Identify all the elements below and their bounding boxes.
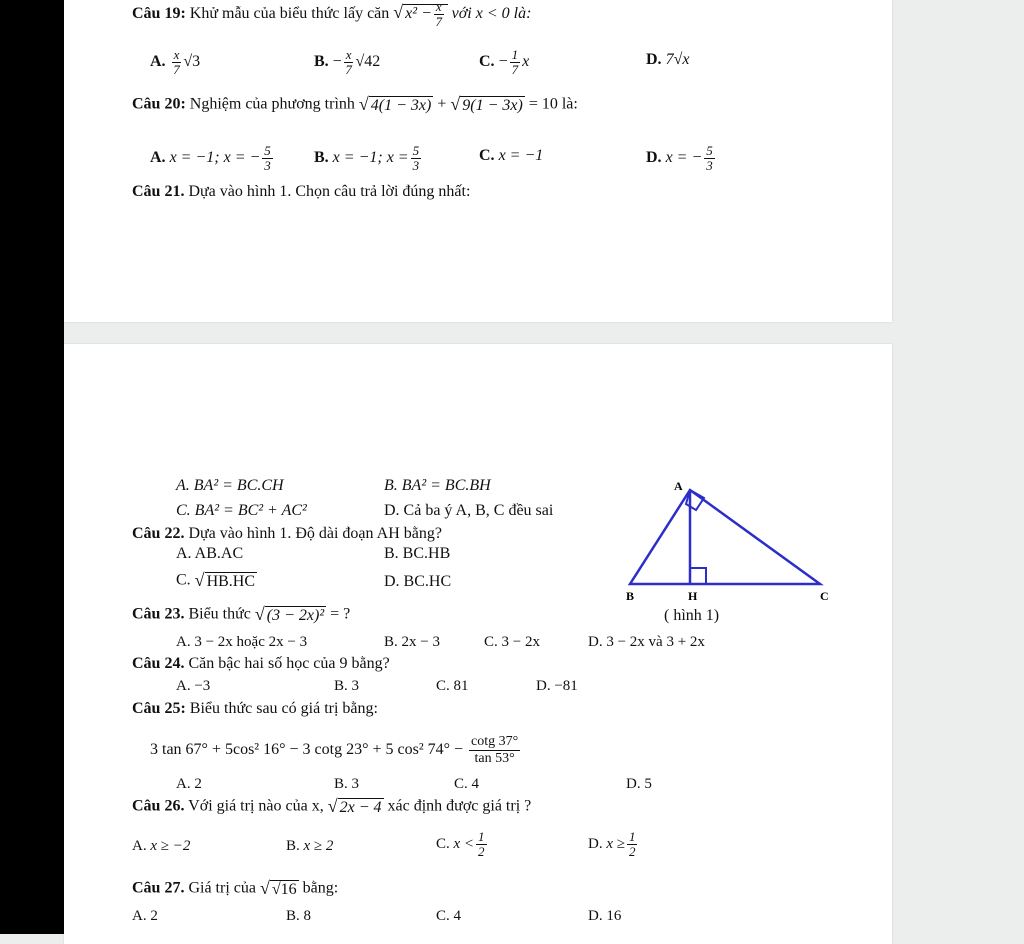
q19-b-post: √42 <box>355 53 381 71</box>
q26-line: Câu 26. Với giá trị nào của x, √ 2x − 4 xác định được giá trị ? <box>132 796 532 816</box>
q24-option-c: C. 81 <box>436 678 469 694</box>
q26-a-label: A. <box>132 838 147 854</box>
q19-title: Câu 19: <box>132 5 186 23</box>
q27-option-b: B. 8 <box>286 908 312 924</box>
right-angle-h <box>690 568 706 584</box>
q20-line <box>132 94 578 116</box>
q23-option-d: D. 3 − 2x và 3 + 2x <box>588 634 705 650</box>
right-angle-a <box>686 490 704 510</box>
q22-option-c: C. √ HB.HC <box>176 570 256 590</box>
q23-title: Câu 23. <box>132 605 185 623</box>
q22-title: Câu 22. <box>132 525 185 542</box>
vertex-c-label: C <box>820 589 829 603</box>
document-page-2 <box>64 344 892 944</box>
q26-option-b <box>286 836 333 856</box>
q19-expr-num: x <box>435 0 442 14</box>
figure-caption: ( hình 1) <box>664 607 720 624</box>
q21-line <box>132 182 470 202</box>
q26-c-num: 1 <box>478 829 485 844</box>
q20-d-label: D. <box>646 149 662 167</box>
q20-d-pre: x = − <box>665 149 703 167</box>
q21-option-b: B. BA² = BC.BH <box>384 477 491 494</box>
q24-title: Câu 24. <box>132 655 185 672</box>
q22-option-d: D. BC.HC <box>384 573 452 590</box>
q20-a-label: A. <box>150 149 166 167</box>
q26-c-den: 2 <box>478 844 485 859</box>
q19-cond: với x < 0 là: <box>451 5 532 23</box>
q20-a-den: 3 <box>264 158 271 173</box>
q27-title: Câu 27. <box>132 879 185 897</box>
q19-c-post: x <box>522 53 530 71</box>
q20-d-num: 5 <box>706 143 713 158</box>
q20-rad2: 9(1 − 3x) <box>462 97 523 114</box>
q25-expr: 3 tan 67° + 5cos² 16° − 3 cotg 23° + 5 cos² 74° − <box>150 741 464 759</box>
q20-option-a <box>150 144 275 173</box>
q26-tail: xác định được giá trị ? <box>387 797 532 815</box>
q19-c-den: 7 <box>511 62 519 77</box>
q26-c-pre: x < <box>453 835 475 852</box>
q20-b-pre: x = −1; x = <box>332 149 409 167</box>
q25-option-b: B. 3 <box>334 776 360 792</box>
q26-rad: 2x − 4 <box>339 799 382 816</box>
q21-option-c: C. BA² = BC² + AC² <box>176 502 307 519</box>
q26-a-pre: x ≥ −2 <box>150 838 191 854</box>
q26-b-label: B. <box>286 838 300 854</box>
q25-text: Biểu thức sau có giá trị bằng: <box>189 700 378 717</box>
q19-option-b-label: B. <box>314 53 329 71</box>
q24-option-d: D. −81 <box>536 678 578 694</box>
q26-option-c <box>436 830 489 859</box>
triangle-abc <box>630 490 820 584</box>
q20-c-label: C. <box>479 147 495 164</box>
vertex-a-label: A <box>674 479 683 493</box>
q20-plus: + <box>437 95 447 113</box>
q19-radical: √ x² − $\frac{x}{7}$ <box>393 0 447 29</box>
q21-title: Câu 21. <box>132 183 185 200</box>
q19-d-post: 7√x <box>665 51 690 68</box>
q20-b-num: 5 <box>412 143 420 158</box>
q24-option-a: A. −3 <box>176 678 211 694</box>
q20-option-b <box>314 144 423 173</box>
vertex-b-label: B <box>626 589 635 603</box>
q25-option-d: D. 5 <box>626 776 652 792</box>
q26-d-num: 1 <box>628 829 636 844</box>
q19-text: Khử mẫu của biểu thức lấy căn <box>189 5 390 23</box>
q25-frac-num: cotg 37° <box>471 734 519 749</box>
q19-option-a-label: A. <box>150 53 166 71</box>
q26-option-d <box>588 830 639 859</box>
q20-text: Nghiệm của phương trình <box>189 95 355 113</box>
vertex-h-label: H <box>688 589 698 603</box>
q24-text: Căn bậc hai số học của 9 bằng? <box>188 655 390 672</box>
q20-a-num: 5 <box>264 143 271 158</box>
q20-b-den: 3 <box>412 158 420 173</box>
q26-b-pre: x ≥ 2 <box>303 838 334 854</box>
q19-c-pre: − <box>498 53 508 71</box>
q20-d-den: 3 <box>706 158 713 173</box>
q19-a-den: 7 <box>173 62 180 77</box>
q25-option-a: A. 2 <box>176 776 202 792</box>
q22-option-a: A. AB.AC <box>176 545 244 562</box>
q26-text: Với giá trị nào của x, <box>188 797 324 815</box>
q20-option-c <box>479 146 543 166</box>
q23-tail: = ? <box>330 605 351 623</box>
q22-line <box>132 524 442 544</box>
q19-option-b <box>314 48 380 77</box>
q26-option-a <box>132 836 190 856</box>
q19-c-num: 1 <box>511 47 519 62</box>
q25-title: Câu 25: <box>132 700 186 717</box>
q20-rad1: 4(1 − 3x) <box>370 97 432 114</box>
q19-option-c <box>479 48 529 77</box>
q25-frac-den: tan 53° <box>474 751 515 766</box>
q27-tail: bằng: <box>302 879 339 897</box>
q21-text: Dựa vào hình 1. Chọn câu trả lời đúng nhất: <box>188 183 471 200</box>
q27-option-d: D. 16 <box>588 908 622 924</box>
q19-b-pre: − <box>332 53 342 71</box>
q25-expression <box>150 734 522 767</box>
q19-line <box>132 0 531 29</box>
q27-option-c: C. 4 <box>436 908 462 924</box>
q20-title: Câu 20: <box>132 95 186 113</box>
q26-d-label: D. <box>588 835 603 852</box>
q22-option-b: B. BC.HB <box>384 545 451 562</box>
q19-option-d-label: D. <box>646 51 662 68</box>
q20-a-pre: x = −1; x = − <box>169 149 261 167</box>
q27-line: Câu 27. Giá trị của √ √16 bằng: <box>132 878 339 898</box>
q19-option-a <box>150 48 200 77</box>
q20-radical-1: √ 4(1 − 3x) <box>358 94 432 114</box>
q20-eq: = 10 là: <box>528 95 578 113</box>
q20-option-d <box>646 144 717 173</box>
q23-option-c: C. 3 − 2x <box>484 634 540 650</box>
q27-rad: √16 <box>271 881 297 898</box>
q24-option-b: B. 3 <box>334 678 360 694</box>
q19-b-den: 7 <box>345 62 352 77</box>
q19-option-c-label: C. <box>479 53 495 71</box>
q19-expr-a: x² − <box>405 5 432 23</box>
q19-option-d <box>646 50 689 70</box>
q27-option-a: A. 2 <box>132 908 158 924</box>
q19-a-post: √3 <box>183 53 201 71</box>
q25-line <box>132 699 378 719</box>
q23-line: Câu 23. Biểu thức √ (3 − 2x)² = ? <box>132 604 351 624</box>
q23-option-b: B. 2x − 3 <box>384 634 440 650</box>
q19-b-num: x <box>345 47 352 62</box>
q22-c-label: C. <box>176 571 191 589</box>
q26-title: Câu 26. <box>132 797 185 815</box>
q26-d-pre: x ≥ <box>606 835 625 852</box>
q26-c-label: C. <box>436 835 450 852</box>
q22-text: Dựa vào hình 1. Độ dài đoạn AH bằng? <box>188 525 442 542</box>
q25-option-c: C. 4 <box>454 776 480 792</box>
q23-text: Biểu thức <box>188 605 251 623</box>
q21-option-a: A. BA² = BC.CH <box>176 477 284 494</box>
q23-rad: (3 − 2x)² <box>266 607 325 624</box>
q21-option-d: D. Cả ba ý A, B, C đều sai <box>384 502 554 519</box>
q20-b-label: B. <box>314 149 329 167</box>
q24-line <box>132 654 390 674</box>
q22-c-rad: HB.HC <box>206 573 256 590</box>
triangle-figure <box>624 476 834 621</box>
q23-option-a: A. 3 − 2x hoặc 2x − 3 <box>176 634 308 650</box>
q20-radical-2: √ 9(1 − 3x) <box>450 94 523 114</box>
document-page-1 <box>64 0 892 322</box>
left-black-strip <box>0 0 64 934</box>
q27-text: Giá trị của <box>188 879 256 897</box>
q19-a-num: x <box>173 47 180 62</box>
q26-d-den: 2 <box>628 844 636 859</box>
q20-c-pre: x = −1 <box>498 147 544 164</box>
q19-expr-den: 7 <box>435 14 443 29</box>
